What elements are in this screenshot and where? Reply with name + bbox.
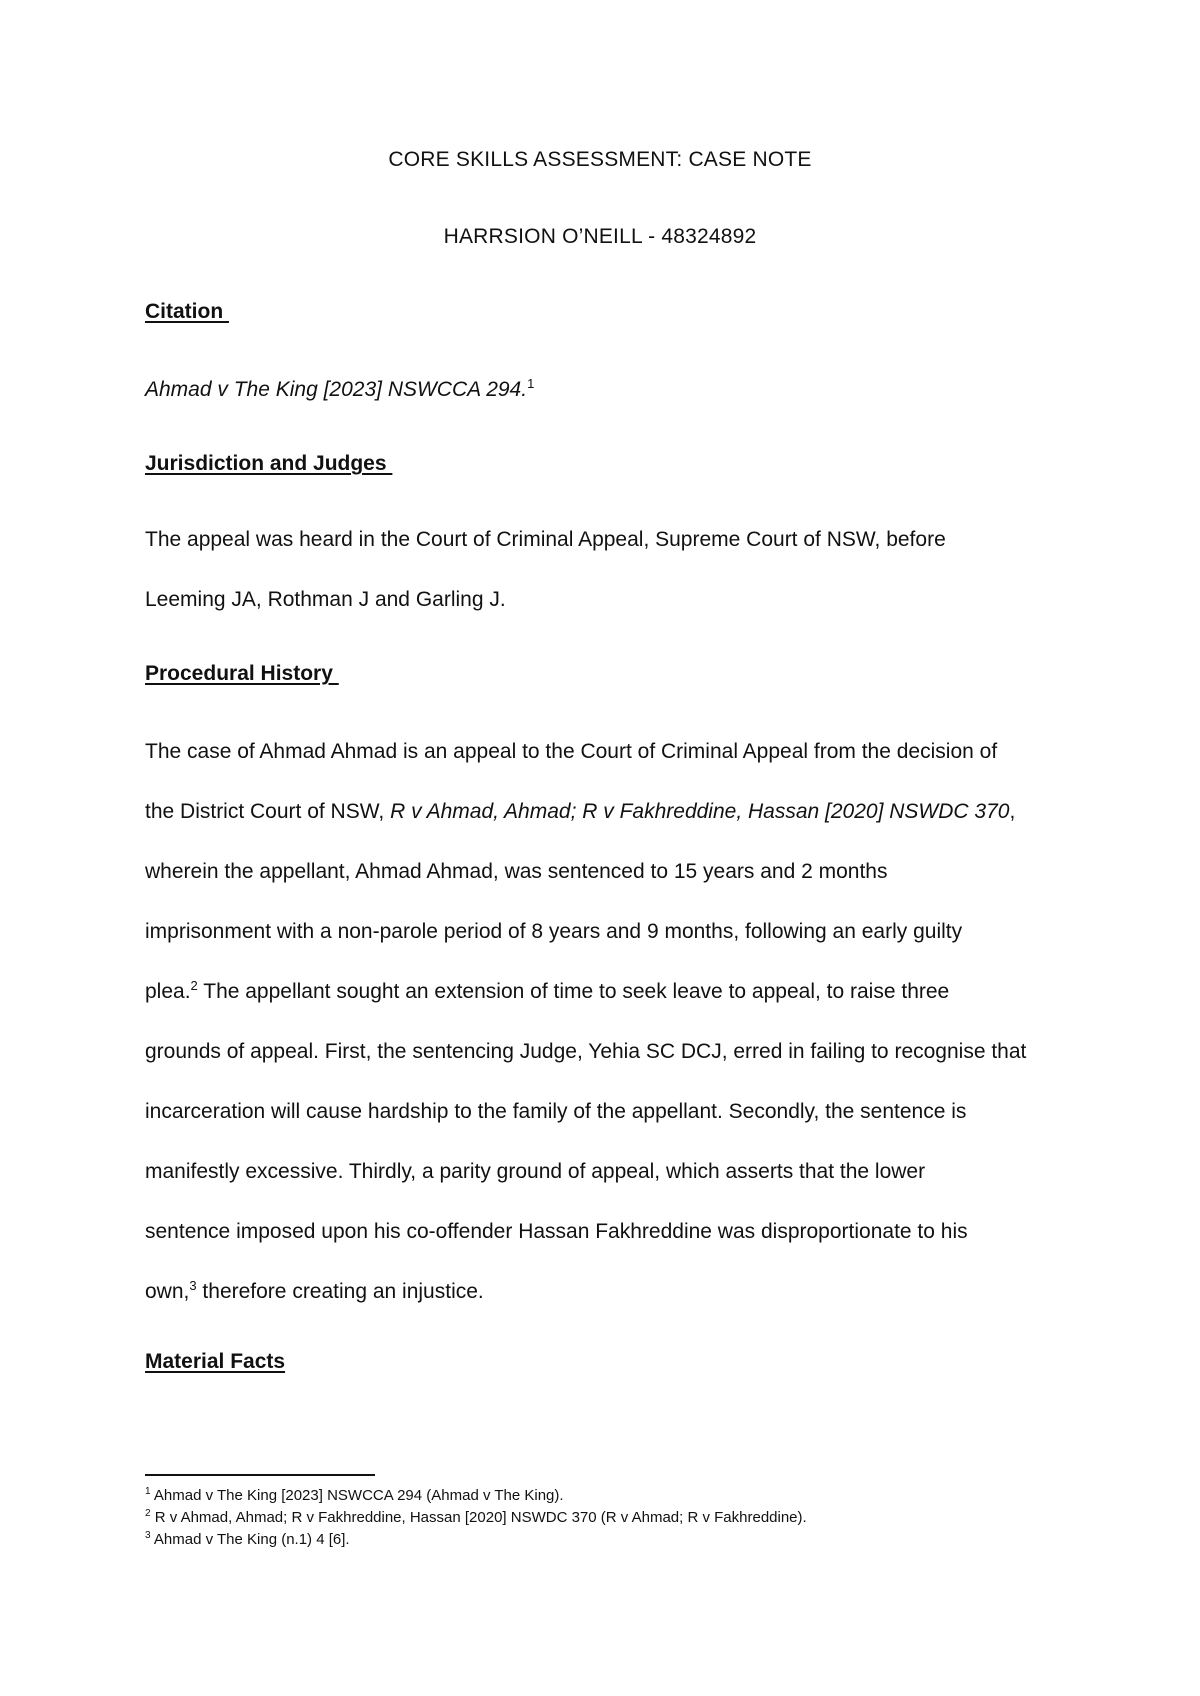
footnote-separator bbox=[145, 1474, 375, 1476]
footnote-text: R v Ahmad, Ahmad; R v Fakhreddine, Hassan [2020] NSWDC 370 (R v Ahmad; R v Fakhreddine). bbox=[150, 1509, 807, 1526]
paragraph-line bbox=[145, 962, 1075, 1022]
footnote-ref-3[interactable]: 3 bbox=[189, 1278, 197, 1293]
footnote-number: 2 bbox=[145, 1508, 151, 1519]
footnote-ref-1[interactable]: 1 bbox=[527, 376, 535, 391]
paragraph-line: incarceration will cause hardship to the family of the appellant. Secondly, the sentence is bbox=[145, 1100, 967, 1123]
heading-procedural-history: Procedural History bbox=[145, 662, 339, 685]
author-line: HARRSION O’NEILL - 48324892 bbox=[443, 225, 757, 248]
line-text: , bbox=[1009, 800, 1016, 823]
footnotes bbox=[145, 1485, 807, 1551]
paragraph-line: The case of Ahmad Ahmad is an appeal to the Court of Criminal Appeal from the decision of bbox=[145, 740, 998, 763]
footnote-3 bbox=[145, 1529, 807, 1551]
heading-jurisdiction: Jurisdiction and Judges bbox=[145, 452, 393, 475]
heading-citation: Citation bbox=[145, 300, 229, 323]
footnote-text: Ahmad v The King [2023] NSWCCA 294 (Ahmad v The King). bbox=[150, 1487, 564, 1504]
paragraph-line: The appeal was heard in the Court of Criminal Appeal, Supreme Court of NSW, before bbox=[145, 528, 946, 551]
footnote-number: 1 bbox=[145, 1486, 151, 1497]
paragraph-line: sentence imposed upon his co-offender Hassan Fakhreddine was disproportionate to his bbox=[145, 1220, 968, 1243]
line-text: own, bbox=[145, 1280, 190, 1303]
paragraph-line: grounds of appeal. First, the sentencing Judge, Yehia SC DCJ, erred in failing to recognise that bbox=[145, 1040, 1027, 1063]
footnote-ref-2[interactable]: 2 bbox=[190, 978, 198, 993]
document-title: CORE SKILLS ASSESSMENT: CASE NOTE bbox=[388, 148, 812, 171]
lower-court-citation: R v Ahmad, Ahmad; R v Fakhreddine, Hassan [2020] NSWDC 370 bbox=[390, 800, 1010, 823]
footnote-2 bbox=[145, 1507, 807, 1529]
citation-text bbox=[145, 378, 534, 402]
paragraph-line: Leeming JA, Rothman J and Garling J. bbox=[145, 588, 506, 611]
jurisdiction-paragraph bbox=[145, 510, 1075, 630]
paragraph-line bbox=[145, 782, 1075, 842]
procedural-paragraph bbox=[145, 722, 1075, 1322]
paragraph-line: imprisonment with a non-parole period of 8 years and 9 months, following an early guilty bbox=[145, 920, 963, 943]
citation-case-name: Ahmad v The King [2023] NSWCCA 294. bbox=[145, 378, 528, 401]
footnote-number: 3 bbox=[145, 1530, 151, 1541]
line-text: The appellant sought an extension of time to seek leave to appeal, to raise three bbox=[197, 980, 950, 1003]
paragraph-line: manifestly excessive. Thirdly, a parity ground of appeal, which asserts that the lower bbox=[145, 1160, 926, 1183]
footnote-text: Ahmad v The King (n.1) 4 [6]. bbox=[150, 1531, 350, 1548]
line-text: plea. bbox=[145, 980, 191, 1003]
paragraph-line bbox=[145, 1262, 1075, 1322]
footnote-1 bbox=[145, 1485, 807, 1507]
paragraph-line: wherein the appellant, Ahmad Ahmad, was sentenced to 15 years and 2 months bbox=[145, 860, 888, 883]
heading-material-facts: Material Facts bbox=[145, 1350, 286, 1373]
line-text: the District Court of NSW, bbox=[145, 800, 391, 823]
line-text: therefore creating an injustice. bbox=[196, 1280, 484, 1303]
